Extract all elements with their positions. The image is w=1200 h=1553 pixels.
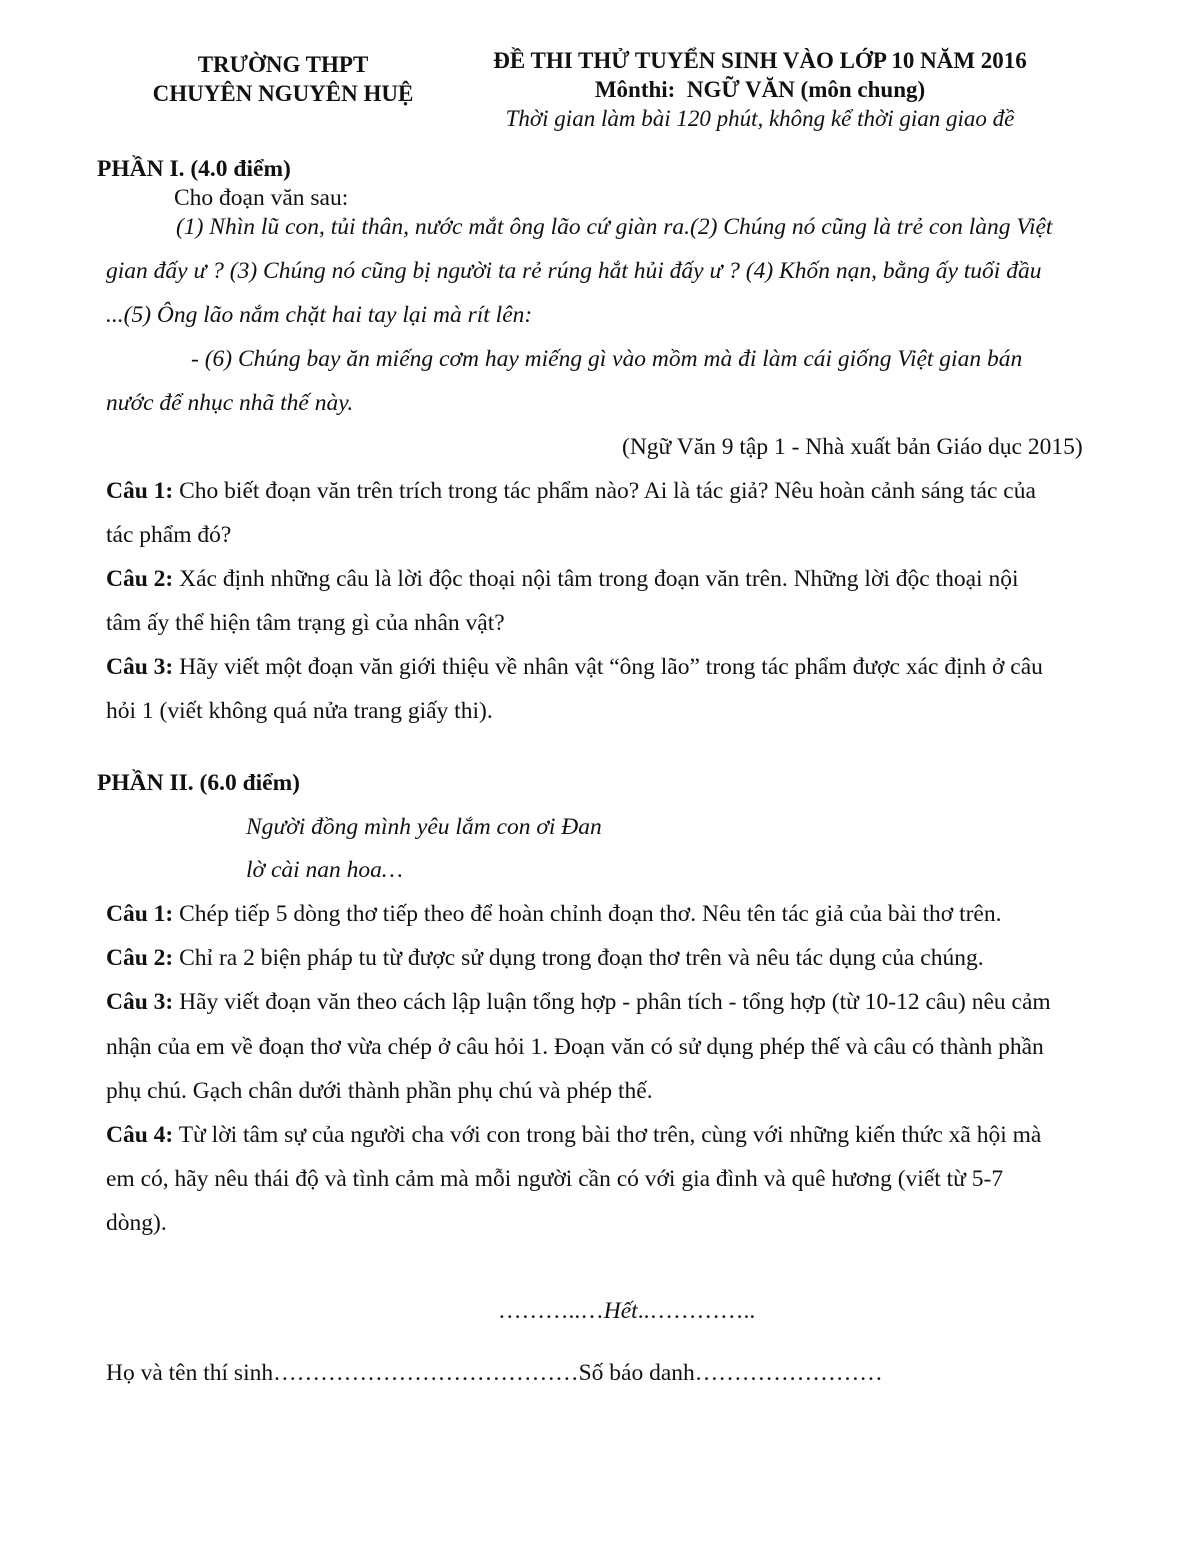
question-text: tác phẩm đó? xyxy=(106,522,232,548)
question-label: Câu 1: xyxy=(106,901,174,927)
part1-question-3 xyxy=(106,654,1043,681)
question-text: nhận của em về đoạn thơ vừa chép ở câu hỏi 1. Đoạn văn có sử dụng phép thế và câu có thành phần xyxy=(106,1034,1044,1060)
question-text: dòng). xyxy=(106,1210,167,1236)
question-text: Chép tiếp 5 dòng thơ tiếp theo để hoàn chỉnh đoạn thơ. Nêu tên tác giả của bài thơ trên. xyxy=(179,901,1002,927)
part1-title: PHẦN I. (4.0 điểm) xyxy=(97,156,291,182)
exam-info-block xyxy=(440,46,1080,133)
part1-intro: Cho đoạn văn sau: xyxy=(174,185,349,211)
question-text: Từ lời tâm sự của người cha với con trong bài thơ trên, cùng với những kiến thức xã hội mà xyxy=(178,1122,1042,1148)
school-line-2: CHUYÊN NGUYÊN HUỆ xyxy=(152,81,414,106)
part2-question-1 xyxy=(106,901,1001,928)
subject-label: Mônthi: xyxy=(594,77,676,102)
exam-title: ĐỀ THI THỬ TUYỂN SINH VÀO LỚP 10 NĂM 2016 xyxy=(493,48,1027,73)
poem-line: lờ cài nan hoa… xyxy=(246,857,403,883)
passage-line: gian đấy ư ? (3) Chúng nó cũng bị người ta rẻ rúng hắt hủi đấy ư ? (4) Khốn nạn, bằng ấy tuổi đầu xyxy=(106,258,1042,284)
candidate-info-line: Họ và tên thí sinh…………………………………Số báo danh…………………… xyxy=(106,1360,883,1386)
question-text: Chỉ ra 2 biện pháp tu từ được sử dụng trong đoạn thơ trên và nêu tác dụng của chúng. xyxy=(179,945,984,971)
question-text: Cho biết đoạn văn trên trích trong tác phẩm nào? Ai là tác giả? Nêu hoàn cảnh sáng tác của xyxy=(179,478,1036,504)
exam-subject xyxy=(440,75,1080,104)
poem-line: Người đồng mình yêu lắm con ơi Đan xyxy=(246,814,602,840)
part2-question-3 xyxy=(106,989,1051,1016)
question-label: Câu 4: xyxy=(106,1122,174,1148)
part2-question-4 xyxy=(106,1122,1041,1149)
question-label: Câu 3: xyxy=(106,654,174,680)
part1-question-2 xyxy=(106,566,1018,593)
question-text: Hãy viết một đoạn văn giới thiệu về nhân vật “ông lão” trong tác phẩm được xác định ở câu xyxy=(179,654,1043,680)
question-text: Xác định những câu là lời độc thoại nội tâm trong đoạn văn trên. Những lời độc thoại nội xyxy=(179,566,1019,592)
end-dots-left: ………..… xyxy=(498,1298,604,1324)
question-text: Hãy viết đoạn văn theo cách lập luận tổng hợp - phân tích - tổng hợp (từ 10-12 câu) nêu cảm xyxy=(179,989,1051,1015)
passage-line: nước để nhục nhã thế này. xyxy=(106,390,354,416)
question-label: Câu 2: xyxy=(106,566,174,592)
part2-title: PHẦN II. (6.0 điểm) xyxy=(97,770,300,796)
question-label: Câu 3: xyxy=(106,989,174,1015)
end-dots-right: ..………….. xyxy=(637,1298,756,1324)
question-text: em có, hãy nêu thái độ và tình cảm mà mỗi người cần có với gia đình và quê hương (viết từ 5-7 xyxy=(106,1166,1004,1192)
passage-line: (1) Nhìn lũ con, tủi thân, nước mắt ông lão cứ giàn ra.(2) Chúng nó cũng là trẻ con làng Việt xyxy=(176,214,1053,240)
question-text: hỏi 1 (viết không quá nửa trang giấy thi). xyxy=(106,698,493,724)
question-label: Câu 1: xyxy=(106,478,174,504)
passage-source: (Ngữ Văn 9 tập 1 - Nhà xuất bản Giáo dục 2015) xyxy=(622,434,1083,460)
school-line-1: TRƯỜNG THPT xyxy=(197,52,369,77)
subject-name: NGỮ VĂN (môn chung) xyxy=(686,77,926,102)
passage-line: ...(5) Ông lão nắm chặt hai tay lại mà rít lên: xyxy=(106,302,533,328)
passage-line: - (6) Chúng bay ăn miếng cơm hay miếng gì vào mồm mà đi làm cái giống Việt gian bán xyxy=(191,346,1023,372)
question-label: Câu 2: xyxy=(106,945,174,971)
question-text: tâm ấy thể hiện tâm trạng gì của nhân vật? xyxy=(106,610,505,636)
part1-question-1 xyxy=(106,478,1036,505)
end-marker xyxy=(498,1298,755,1325)
question-text: phụ chú. Gạch chân dưới thành phần phụ chú và phép thế. xyxy=(106,1078,653,1104)
school-name-block xyxy=(128,50,438,108)
part2-question-2 xyxy=(106,945,984,972)
time-note: Thời gian làm bài 120 phút, không kể thời gian giao đề xyxy=(505,106,1015,131)
end-word: Hết xyxy=(603,1298,638,1324)
